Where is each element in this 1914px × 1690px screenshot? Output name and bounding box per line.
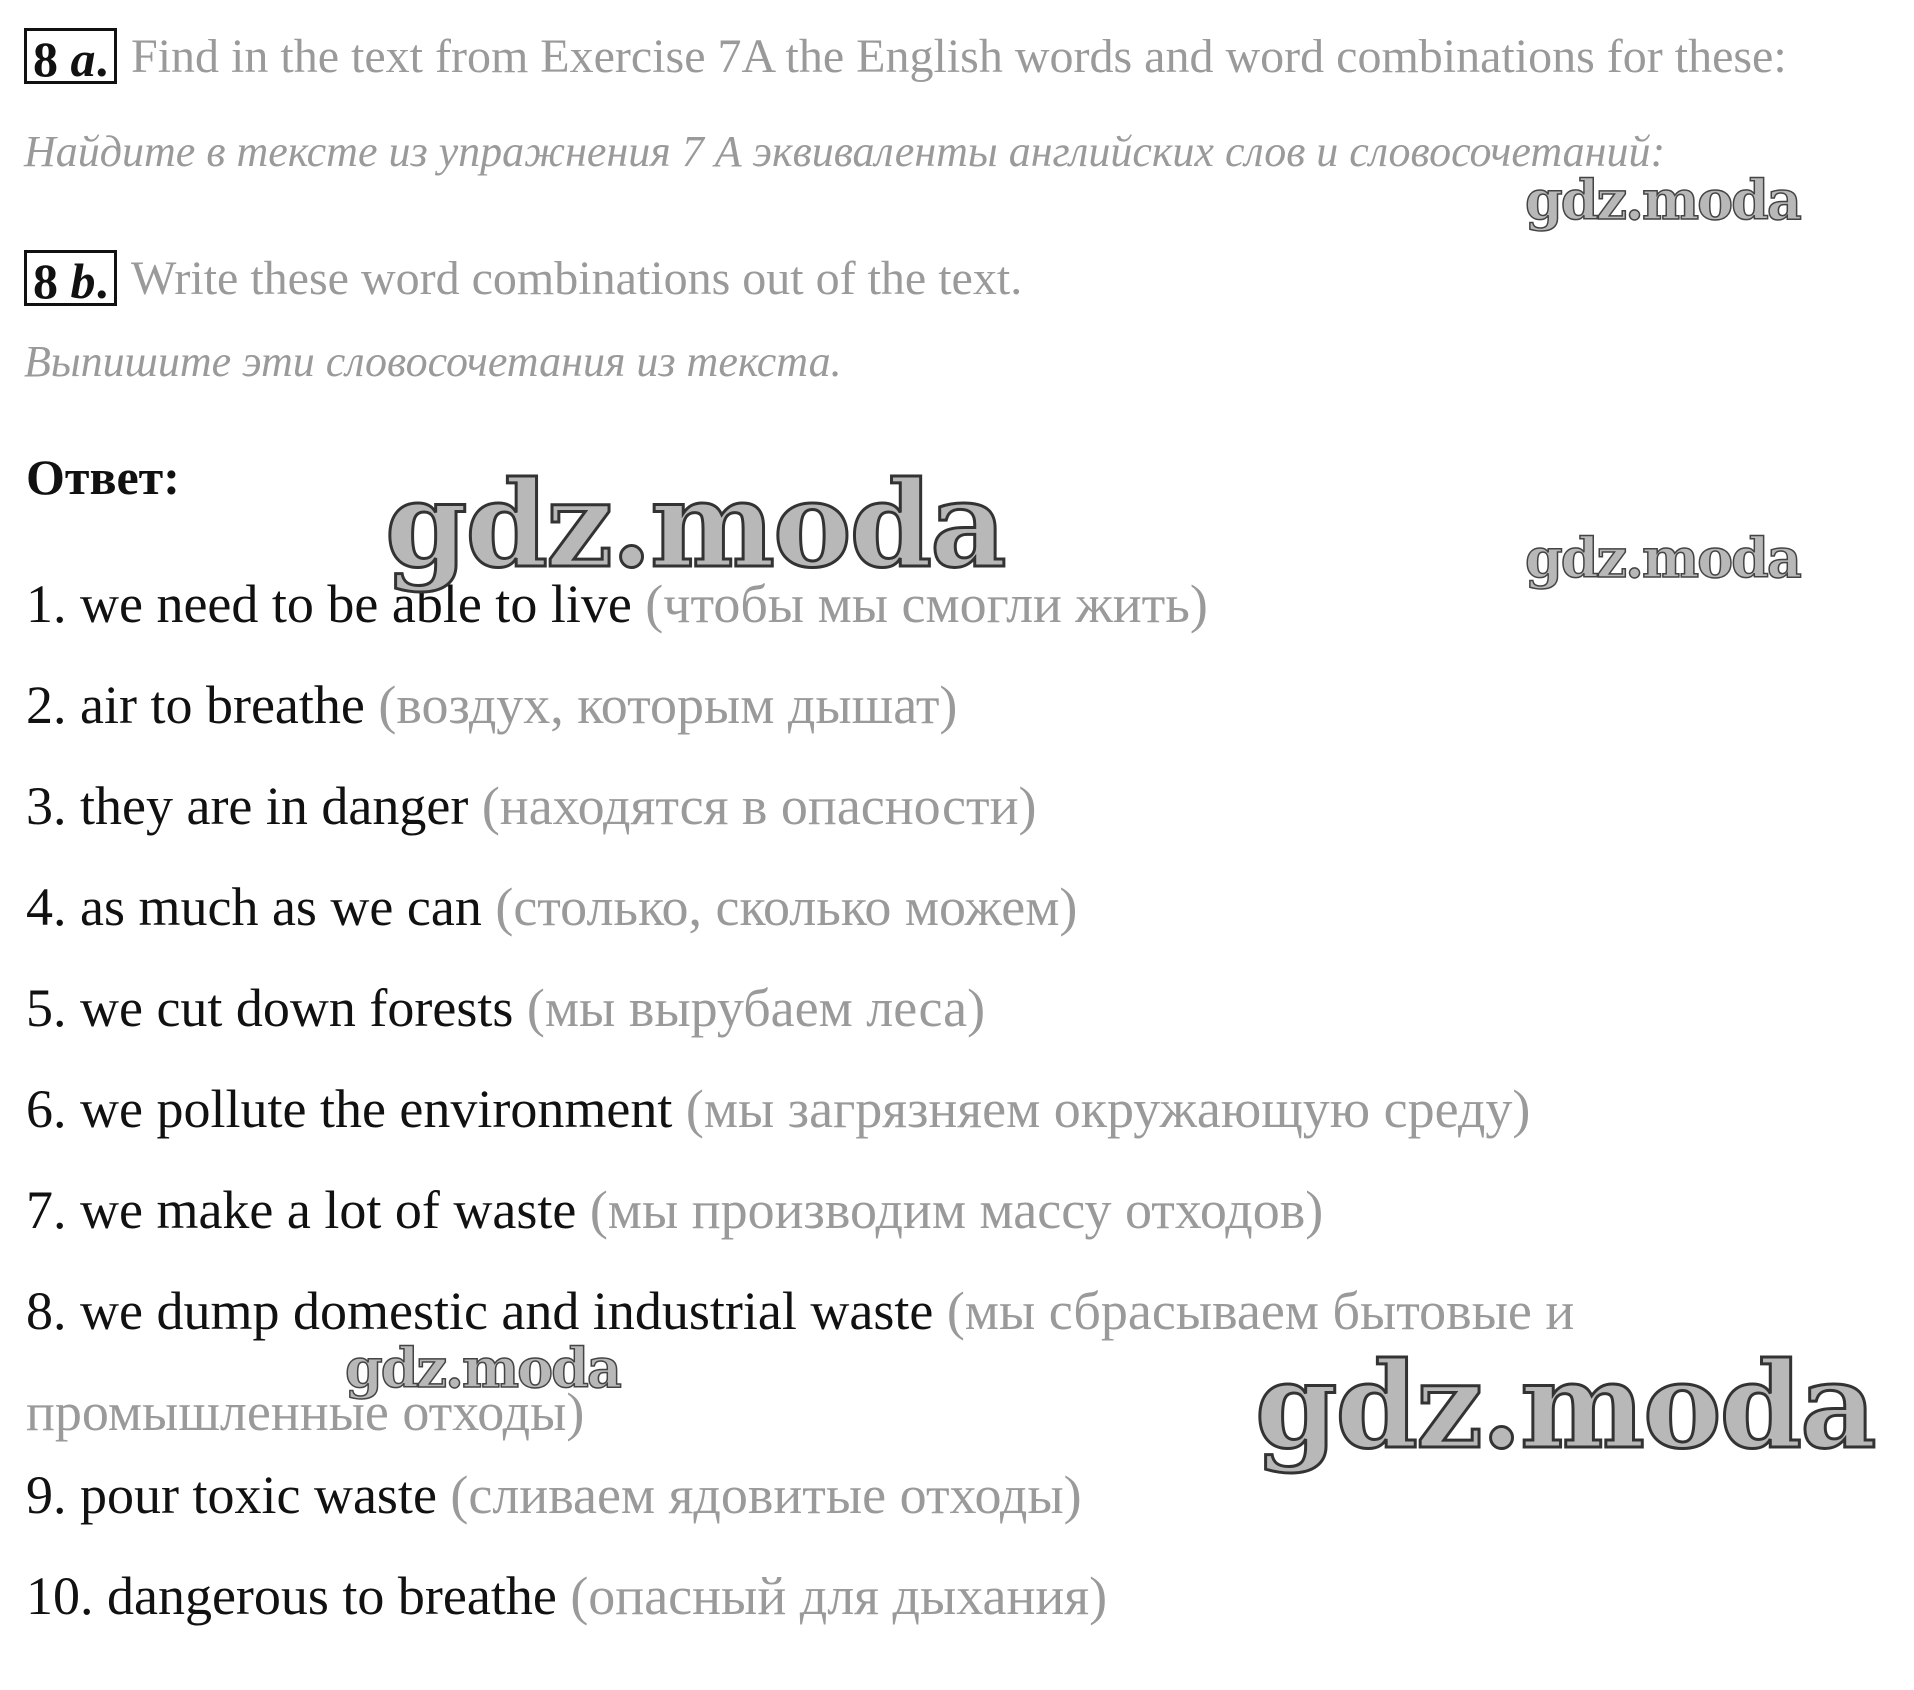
exercise-8b-dot: . xyxy=(95,253,108,309)
exercise-8a-instruction-en: Find in the text from Exercise 7A the English words and word combinations for these: xyxy=(131,29,1787,83)
answer-6-russian: (мы загрязняем окружающую среду) xyxy=(685,1079,1531,1139)
answer-label: Ответ: xyxy=(26,449,180,505)
answer-6-english: 6. we pollute the environment xyxy=(26,1079,673,1139)
exercise-8a-dot: . xyxy=(95,31,108,87)
watermark-logo: gdz.moda xyxy=(385,455,1005,594)
answer-3-russian: (находятся в опасности) xyxy=(481,776,1037,836)
answer-2-english: 2. air to breathe xyxy=(26,675,365,735)
answer-item-2 xyxy=(26,673,1726,774)
exercise-8b-letter: b xyxy=(70,253,96,309)
answer-4-english: 4. as much as we can xyxy=(26,877,482,937)
answer-7-russian: (мы производим массу отходов) xyxy=(589,1180,1324,1240)
answer-item-9 xyxy=(26,1463,1726,1564)
answer-5-english: 5. we cut down forests xyxy=(26,978,514,1038)
answer-8-russian: (мы сбрасываем бытовые и промышленные отходы) xyxy=(26,1281,1575,1442)
answer-10-english: 10. dangerous to breathe xyxy=(26,1566,557,1626)
exercise-8b-instruction-en: Write these word combinations out of the text. xyxy=(131,251,1023,305)
exercise-8b-instruction-ru: Выпишите эти словосочетания из текста. xyxy=(24,337,842,386)
answer-5-russian: (мы вырубаем леса) xyxy=(526,978,986,1038)
exercise-8a-number: 8 xyxy=(33,31,58,87)
answer-9-russian: (сливаем ядовитые отходы) xyxy=(450,1465,1082,1525)
exercise-8a-header xyxy=(24,28,1787,87)
answer-1-russian: (чтобы мы смогли жить) xyxy=(645,574,1208,634)
exercise-8b-number: 8 xyxy=(33,253,58,309)
answer-3-english: 3. they are in danger xyxy=(26,776,469,836)
answer-item-10 xyxy=(26,1564,1726,1665)
watermark-logo: gdz.moda xyxy=(1525,168,1800,232)
answer-item-4 xyxy=(26,875,1726,976)
answer-2-russian: (воздух, которым дышат) xyxy=(378,675,958,735)
answer-1-english: 1. we need to be able to live xyxy=(26,574,632,634)
answer-list xyxy=(26,572,1726,1665)
exercise-8b-number-box xyxy=(24,250,117,309)
answer-8-english: 8. we dump domestic and industrial waste xyxy=(26,1281,934,1341)
answer-9-english: 9. pour toxic waste xyxy=(26,1465,437,1525)
exercise-8a-number-box xyxy=(24,28,117,87)
exercise-8a-instruction-ru: Найдите в тексте из упражнения 7 А эквиваленты английских слов и словосочетаний: xyxy=(24,127,1666,176)
exercise-8b-header xyxy=(24,250,1023,309)
answer-10-russian: (опасный для дыхания) xyxy=(570,1566,1108,1626)
answer-item-5 xyxy=(26,976,1726,1077)
answer-item-6 xyxy=(26,1077,1726,1178)
watermark-logo: gdz.moda xyxy=(345,1336,620,1400)
watermark-logo: gdz.moda xyxy=(1255,1336,1875,1475)
watermark-logo: gdz.moda xyxy=(1525,526,1800,590)
answer-4-russian: (столько, сколько можем) xyxy=(495,877,1078,937)
answer-7-english: 7. we make a lot of waste xyxy=(26,1180,577,1240)
answer-item-3 xyxy=(26,774,1726,875)
exercise-8a-letter: a xyxy=(70,31,96,87)
